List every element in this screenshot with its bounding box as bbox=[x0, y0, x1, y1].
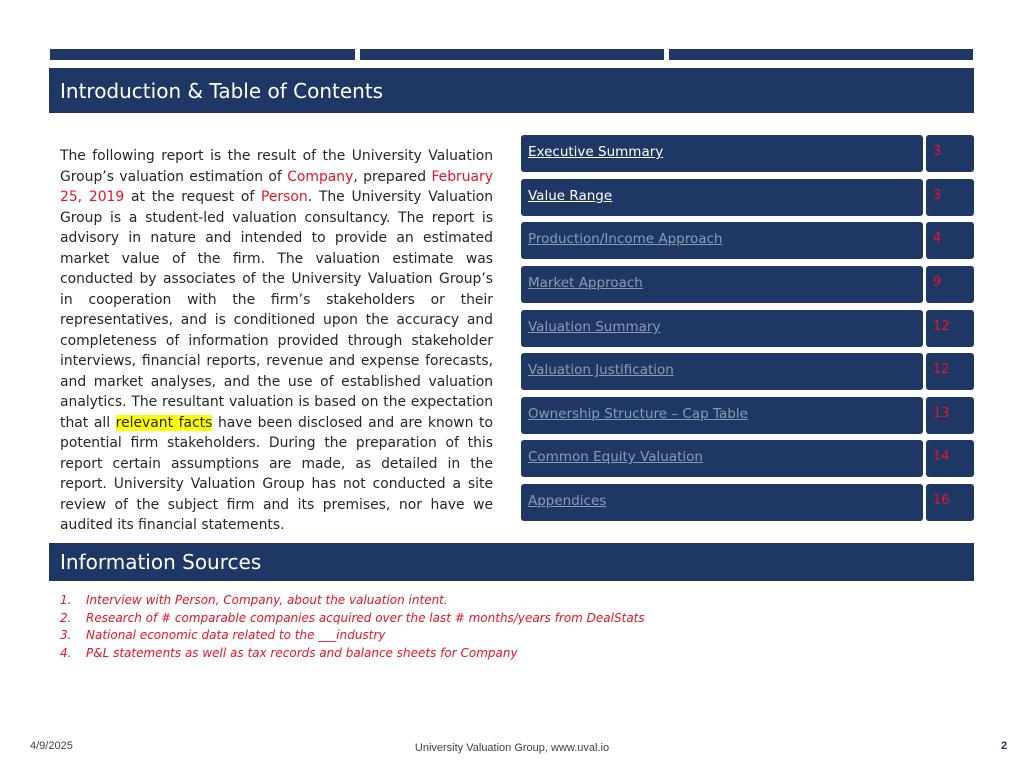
toc-link[interactable]: Valuation Summary bbox=[521, 310, 923, 347]
list-number: 1. bbox=[60, 593, 72, 607]
toc-link[interactable]: Executive Summary bbox=[521, 135, 923, 172]
intro-text: have been disclosed and are known to potential firm stakeholders. During the preparation of this report certain assumptions are made, as detailed in the report. University Valuation Group has not conducted a site review of the subject firm and its premises, nor have we audited its financial statements. bbox=[60, 414, 494, 533]
list-item bbox=[60, 645, 645, 663]
intro-paragraph bbox=[60, 146, 493, 536]
person-placeholder: Person bbox=[260, 189, 308, 205]
toc-page-number: 9 bbox=[926, 266, 974, 303]
toc-page-number: 3 bbox=[926, 135, 974, 172]
list-number: 4. bbox=[60, 645, 72, 660]
highlighted-text: relevant facts bbox=[115, 414, 213, 431]
company-placeholder: Company bbox=[287, 168, 354, 185]
sources-list bbox=[60, 592, 645, 662]
list-item bbox=[60, 592, 645, 610]
report-date: February 25, 2019 bbox=[60, 168, 493, 205]
top-bar-segment bbox=[360, 49, 664, 60]
toc-item-valuation-justification bbox=[521, 353, 974, 390]
toc-item-executive-summary bbox=[521, 135, 974, 172]
toc-page-number: 3 bbox=[926, 179, 974, 216]
source-text: National economic data related to the ___industry bbox=[86, 628, 386, 642]
source-text: Research of # comparable companies acquired over the last # months/years from DealStats bbox=[86, 610, 645, 625]
footer-date: 4/9/2025 bbox=[30, 740, 73, 752]
toc-page-number: 4 bbox=[926, 222, 974, 259]
page-title: Introduction & Table of Contents bbox=[60, 78, 384, 103]
page-title-banner bbox=[49, 68, 974, 113]
sources-banner bbox=[49, 543, 974, 581]
toc-item-value-range bbox=[521, 179, 974, 216]
toc-page-number: 16 bbox=[926, 484, 974, 521]
list-number: 2. bbox=[60, 610, 72, 625]
source-text: P&L statements as well as tax records and balance sheets for Company bbox=[86, 645, 518, 660]
source-text: Interview with Person, Company, about the valuation intent. bbox=[86, 593, 448, 607]
toc-page-number: 12 bbox=[926, 353, 974, 390]
toc-page-number: 13 bbox=[926, 397, 974, 434]
list-item bbox=[60, 627, 645, 645]
toc-item-common-equity-valuation bbox=[521, 440, 974, 477]
top-bar-segment bbox=[669, 49, 973, 60]
toc-item-valuation-summary bbox=[521, 310, 974, 347]
toc-link[interactable]: Value Range bbox=[521, 179, 923, 216]
intro-text: at the request of bbox=[124, 189, 261, 205]
list-number: 3. bbox=[60, 628, 72, 642]
intro-text: , prepared bbox=[353, 168, 432, 185]
toc-page-number: 14 bbox=[926, 440, 974, 477]
footer-source: University Valuation Group, www.uval.io bbox=[414, 742, 610, 754]
toc-item-market-approach bbox=[521, 266, 974, 303]
intro-text: . The University Valuation Group is a student-led valuation consultancy. The report is advisory in nature and intended to provide an estimated market value of the firm. The valuation estimate was conducted by associates of the University Valuation Group’s in cooperation with the firm’s stakeholders or their representatives, and is conditioned upon the accuracy and completeness of information provided through stakeholder interviews, financial reports, revenue and expense forecasts, and market analyses, and the use of established valuation analytics. The resultant valuation is based on the expectation that all bbox=[60, 189, 493, 431]
sources-title: Information Sources bbox=[60, 550, 262, 574]
list-item bbox=[60, 610, 645, 628]
intro-text: The following report is the result of the University Valuation Group’s valuation estimation of bbox=[60, 148, 493, 185]
toc-link[interactable]: Market Approach bbox=[521, 266, 923, 303]
toc-link[interactable]: Production/Income Approach bbox=[521, 222, 923, 259]
toc-link[interactable]: Valuation Justification bbox=[521, 353, 923, 390]
toc-link[interactable]: Common Equity Valuation bbox=[521, 440, 923, 477]
top-bar-segment bbox=[50, 49, 355, 60]
toc-item-ownership-structure bbox=[521, 397, 974, 434]
toc-item-appendices bbox=[521, 484, 974, 521]
toc-link[interactable]: Appendices bbox=[521, 484, 923, 521]
toc-item-production-income-approach bbox=[521, 222, 974, 259]
toc-link[interactable]: Ownership Structure – Cap Table bbox=[521, 397, 923, 434]
toc-page-number: 12 bbox=[926, 310, 974, 347]
page-number: 2 bbox=[1001, 740, 1008, 752]
